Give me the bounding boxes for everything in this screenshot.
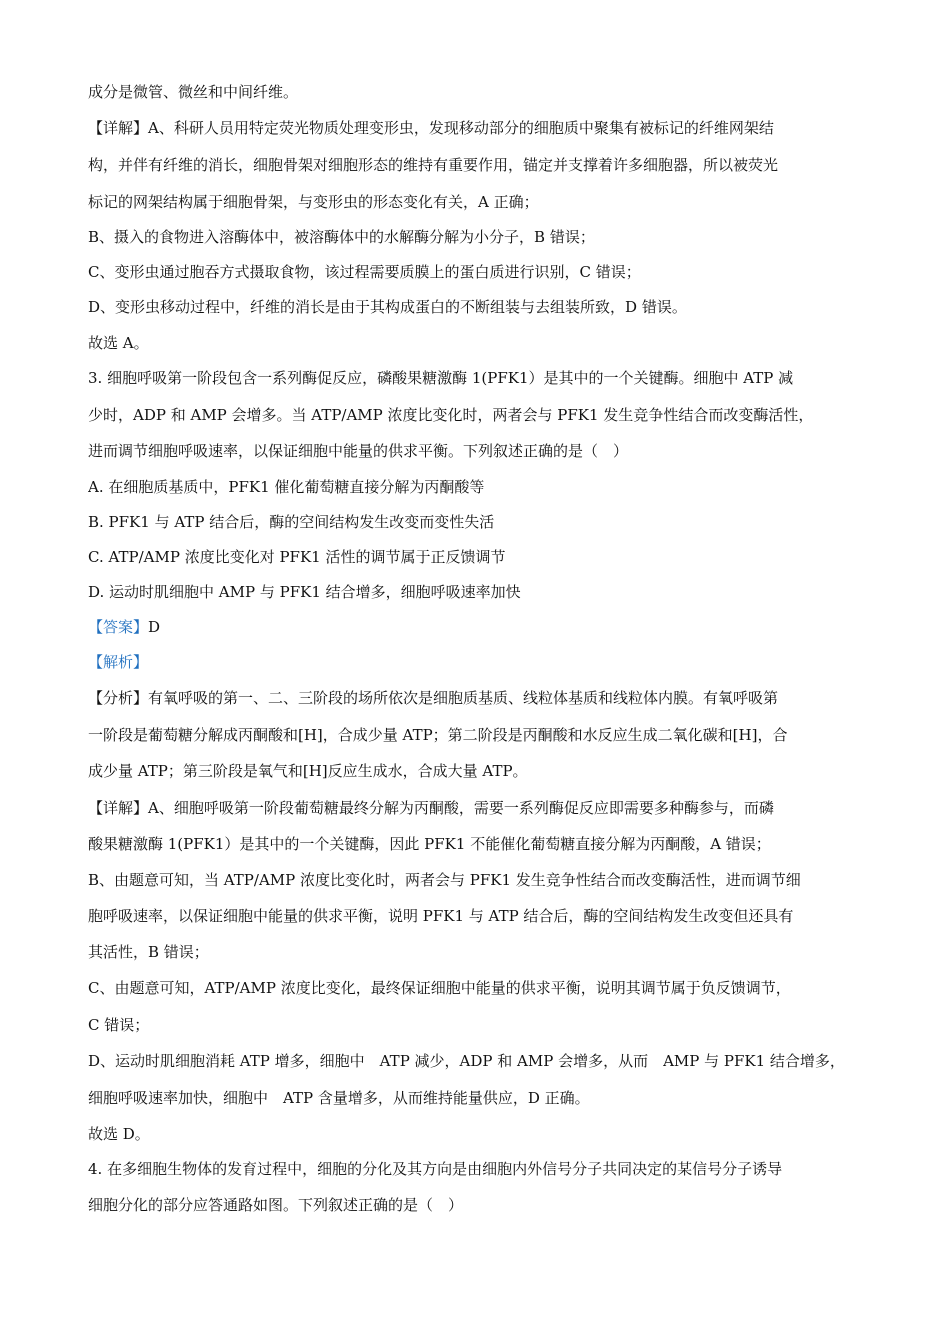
analysis-heading (88, 652, 868, 672)
question-4-stem: 4. 在多细胞生物体的发育过程中，细胞的分化及其方向是由细胞内外信号分子共同决定的某信号分子诱导 (88, 1160, 783, 1178)
text-line: B、由题意可知，当 ATP/AMP 浓度比变化时，两者会与 PFK1 发生竞争性结合而改变酶活性，进而调节细 (88, 871, 801, 889)
text-line: D、变形虫移动过程中，纤维的消长是由于其构成蛋白的不断组装与去组装所致，D 错误。 (88, 298, 687, 316)
text-line: 细胞分化的部分应答通路如图。下列叙述正确的是（ ） (88, 1196, 464, 1214)
option-d: D. 运动时肌细胞中 AMP 与 PFK1 结合增多，细胞呼吸速率加快 (88, 583, 521, 601)
detail-tag: 【详解】 (88, 119, 149, 137)
text-line: C 错误； (88, 1016, 150, 1034)
text-line: 细胞呼吸速率加快，细胞中 ATP 含量增多，从而维持能量供应，D 正确。 (88, 1089, 590, 1107)
text-line: 其活性，B 错误； (88, 943, 209, 961)
text-line: 酸果糖激酶 1(PFK1）是其中的一个关键酶，因此 PFK1 不能催化葡萄糖直接分解为丙酮酸，A 错误； (88, 835, 771, 853)
option-a: A. 在细胞质基质中，PFK1 催化葡萄糖直接分解为丙酮酸等 (88, 478, 485, 496)
text-line: C、变形虫通过胞吞方式摄取食物，该过程需要质膜上的蛋白质进行识别，C 错误； (88, 263, 641, 281)
question-3-stem: 3. 细胞呼吸第一阶段包含一系列酶促反应，磷酸果糖激酶 1(PFK1）是其中的一个关键酶。细胞中 ATP 减 (88, 369, 794, 387)
text-line: 【详解】A、科研人员用特定荧光物质处理变形虫，发现移动部分的细胞质中聚集有被标记的纤维网架结 (88, 119, 774, 137)
text-line: B、摄入的食物进入溶酶体中，被溶酶体中的水解酶分解为小分子，B 错误； (88, 228, 595, 246)
text-line: 胞呼吸速率，以保证细胞中能量的供求平衡，说明 PFK1 与 ATP 结合后，酶的空间结构发生改变但还具有 (88, 907, 794, 925)
answer-tag: 【答案】 (88, 618, 149, 636)
fenxi-tag: 【分析】 (88, 689, 149, 707)
answer-line: 【答案】D (88, 618, 161, 636)
text-line: 一阶段是葡萄糖分解成丙酮酸和[H]，合成少量 ATP；第二阶段是丙酮酸和水反应生成二氧化碳和[H]，合 (88, 726, 788, 744)
text-line: 成分是微管、微丝和中间纤维。 (88, 83, 299, 101)
analysis-tag: 【解析】 (88, 653, 149, 671)
text-line: 【分析】有氧呼吸的第一、二、三阶段的场所依次是细胞质基质、线粒体基质和线粒体内膜。有氧呼吸第 (88, 689, 779, 707)
text-line: 少时，ADP 和 AMP 会增多。当 ATP/AMP 浓度比变化时，两者会与 PFK1 发生竞争性结合而改变酶活性， (88, 406, 814, 424)
option-c: C. ATP/AMP 浓度比变化对 PFK1 活性的调节属于正反馈调节 (88, 548, 506, 566)
text-line: 故选 D。 (88, 1125, 150, 1143)
option-b: B. PFK1 与 ATP 结合后，酶的空间结构发生改变而变性失活 (88, 513, 495, 531)
text-line: 成少量 ATP；第三阶段是氧气和[H]反应生成水，合成大量 ATP。 (88, 762, 528, 780)
text-line: 故选 A。 (88, 334, 149, 352)
text-line: 构，并伴有纤维的消长，细胞骨架对细胞形态的维持有重要作用，锚定并支撑着许多细胞器，所以被荧光 (88, 156, 779, 174)
text-line: 【详解】A、细胞呼吸第一阶段葡萄糖最终分解为丙酮酸，需要一系列酶促反应即需要多种酶参与，而磷 (88, 799, 774, 817)
text-line: 标记的网架结构属于细胞骨架，与变形虫的形态变化有关，A 正确； (88, 193, 539, 211)
text-line: 进而调节细胞呼吸速率，以保证细胞中能量的供求平衡。下列叙述正确的是（ ） (88, 442, 629, 460)
text-line: D、运动时肌细胞消耗 ATP 增多，细胞中 ATP 减少，ADP 和 AMP 会增多，从而 AMP 与 PFK1 结合增多， (88, 1052, 845, 1070)
text-line: C、由题意可知，ATP/AMP 浓度比变化，最终保证细胞中能量的供求平衡，说明其调节属于负反馈调节， (88, 979, 791, 997)
detail-tag: 【详解】 (88, 799, 149, 817)
